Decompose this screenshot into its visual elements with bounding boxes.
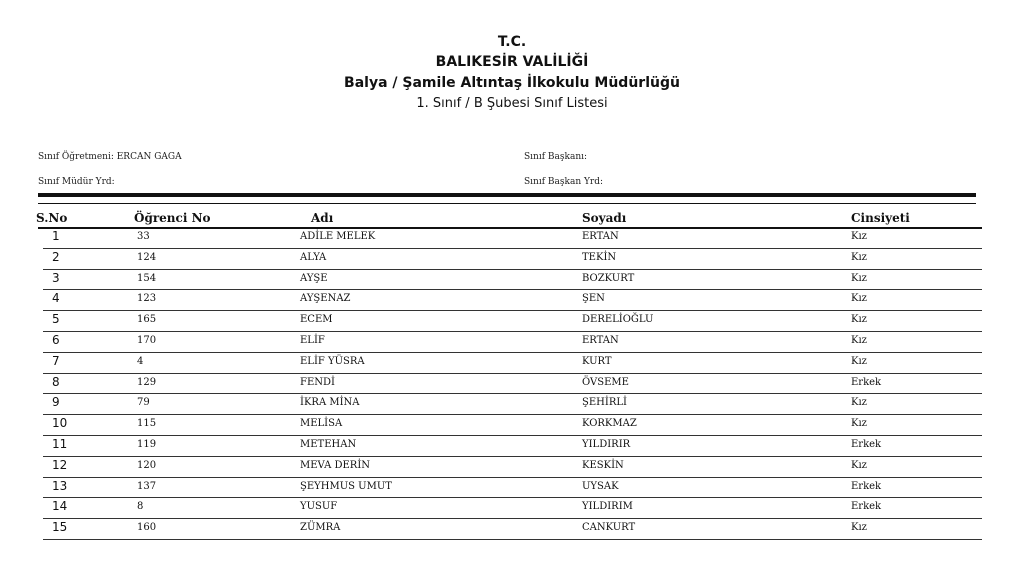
column-header-name: Adı (311, 211, 334, 225)
cell-sno: 5 (52, 312, 60, 327)
cell-gender: Kız (851, 334, 867, 346)
cell-sno: 4 (52, 291, 60, 306)
cell-gender: Erkek (851, 376, 882, 388)
cell-name: METEHAN (300, 438, 357, 450)
cell-sno: 14 (52, 499, 68, 514)
cell-gender: Kız (851, 459, 867, 471)
cell-name: ECEM (300, 314, 333, 326)
meta-vice-principal: Sınıf Müdür Yrd: (38, 177, 115, 187)
table-row (0, 332, 1024, 353)
cell-gender: Kız (851, 418, 867, 430)
table-row (0, 249, 1024, 270)
cell-student-no: 124 (137, 251, 157, 263)
cell-student-no: 115 (137, 418, 157, 430)
header-governorship: BALIKESİR VALİLİĞİ (435, 54, 589, 70)
cell-name: İKRA MİNA (300, 397, 360, 409)
cell-sno: 7 (52, 353, 60, 368)
cell-gender: Erkek (851, 501, 882, 513)
cell-sno: 15 (52, 520, 68, 535)
table-row (0, 478, 1024, 499)
column-header-sno: S.No (36, 211, 68, 225)
header-tc: T.C. (497, 34, 527, 50)
meta-class-vice-president: Sınıf Başkan Yrd: (524, 177, 604, 187)
column-header-gender: Cinsiyeti (851, 211, 910, 225)
cell-sno: 8 (52, 374, 60, 389)
table-row (0, 394, 1024, 415)
cell-surname: TEKİN (582, 251, 617, 263)
table-row (0, 436, 1024, 457)
table-row (0, 519, 1024, 540)
cell-surname: KESKİN (582, 459, 624, 471)
cell-sno: 13 (52, 478, 68, 493)
cell-student-no: 33 (137, 231, 150, 242)
cell-student-no: 129 (137, 376, 157, 388)
cell-gender: Kız (851, 397, 867, 409)
cell-student-no: 154 (137, 272, 157, 284)
cell-student-no: 123 (137, 293, 157, 305)
cell-sno: 11 (52, 436, 68, 451)
cell-student-no: 170 (137, 334, 157, 346)
table-row (0, 498, 1024, 519)
header-list-title: 1. Sınıf / B Şubesi Sınıf Listesi (416, 96, 608, 111)
table-row (0, 415, 1024, 436)
cell-gender: Kız (851, 314, 867, 326)
cell-student-no: 79 (137, 397, 150, 409)
cell-student-no: 8 (137, 501, 144, 513)
cell-name: ELİF YÜSRA (300, 355, 365, 367)
cell-student-no: 120 (137, 459, 157, 471)
header-school: Balya / Şamile Altıntaş İlkokulu Müdürlüğü (344, 75, 680, 91)
meta-teacher: Sınıf Öğretmeni: ERCAN GAGA (38, 152, 182, 162)
cell-name: FENDİ (300, 376, 335, 388)
cell-gender: Kız (851, 251, 867, 263)
cell-name: ZÜMRA (300, 522, 341, 534)
cell-surname: DERELİOĞLU (582, 314, 654, 326)
table-row (0, 457, 1024, 478)
cell-name: AYŞE (300, 272, 328, 284)
meta-class-president: Sınıf Başkanı: (524, 152, 588, 162)
cell-gender: Kız (851, 522, 867, 534)
cell-gender: Kız (851, 231, 867, 242)
table-row (0, 311, 1024, 332)
table-row (0, 270, 1024, 291)
cell-name: ADİLE MELEK (300, 231, 376, 242)
cell-gender: Kız (851, 293, 867, 305)
cell-gender: Kız (851, 272, 867, 284)
cell-sno: 9 (52, 395, 60, 410)
column-header-surname: Soyadı (582, 211, 627, 225)
cell-sno: 10 (52, 416, 68, 431)
table-row (0, 290, 1024, 311)
cell-student-no: 165 (137, 314, 157, 326)
cell-surname: YILDIRIR (582, 438, 631, 450)
cell-surname: BOZKURT (582, 272, 635, 284)
row-divider (43, 539, 982, 540)
cell-surname: KORKMAZ (582, 418, 637, 430)
cell-surname: ÖVSEME (582, 376, 629, 388)
cell-surname: ERTAN (582, 334, 619, 346)
cell-student-no: 160 (137, 522, 157, 534)
cell-name: MEVA DERİN (300, 459, 371, 471)
cell-name: ALYA (300, 251, 327, 263)
cell-surname: ŞEHİRLİ (582, 397, 627, 409)
cell-name: ŞEYHMUS UMUT (300, 480, 392, 492)
cell-student-no: 119 (137, 438, 157, 450)
cell-gender: Kız (851, 355, 867, 367)
cell-surname: KURT (582, 355, 612, 367)
cell-name: YUSUF (300, 501, 338, 513)
cell-surname: UYSAK (582, 480, 619, 492)
divider-thick (38, 193, 976, 197)
cell-student-no: 4 (137, 355, 144, 367)
cell-sno: 2 (52, 249, 60, 264)
cell-name: AYŞENAZ (300, 293, 351, 305)
divider-thin (38, 203, 976, 204)
cell-surname: CANKURT (582, 522, 636, 534)
table-row (0, 353, 1024, 374)
student-table (0, 228, 1024, 540)
cell-sno: 3 (52, 270, 60, 285)
table-row (0, 228, 1024, 249)
cell-surname: ŞEN (582, 293, 605, 305)
cell-surname: ERTAN (582, 231, 619, 242)
cell-sno: 12 (52, 457, 68, 472)
cell-sno: 1 (52, 229, 60, 243)
cell-name: ELİF (300, 334, 325, 346)
column-header-student-no: Öğrenci No (134, 211, 211, 225)
cell-student-no: 137 (137, 480, 157, 492)
cell-surname: YILDIRIM (582, 501, 633, 513)
cell-gender: Erkek (851, 438, 882, 450)
cell-sno: 6 (52, 332, 60, 347)
cell-gender: Erkek (851, 480, 882, 492)
table-row (0, 374, 1024, 395)
cell-name: MELİSA (300, 418, 343, 430)
